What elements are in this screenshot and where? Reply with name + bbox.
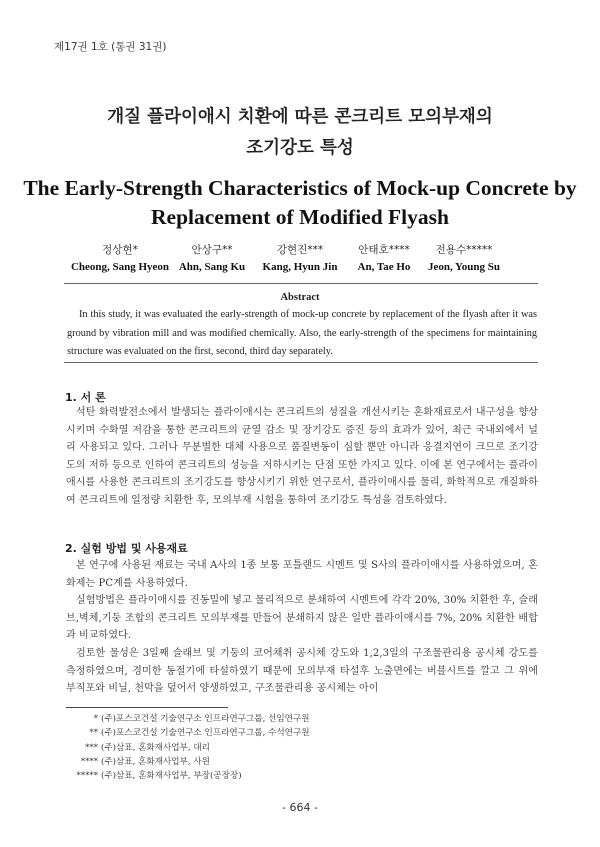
footnote-rule bbox=[66, 707, 228, 708]
methods-paragraph-procedure: 실험방법은 플라이애시를 진동밀에 넣고 물리적으로 분쇄하여 시멘트에 각각 20%, 30% 치환한 후, 슬래브,벽체,기둥 조합의 콘크리트 모의부재를 만들어 분쇄하지 않은 일반 플라이애시를 7%, 20% 치환한 배합과 비교하였다. bbox=[66, 595, 538, 642]
footnote-1: * (주)포스코건설 기술연구소 인프라연구그룹, 선임연구원 bbox=[93, 714, 310, 724]
methods-body bbox=[66, 557, 538, 698]
introduction-body bbox=[66, 404, 538, 510]
author-name-english: Kang, Hyun Jin bbox=[262, 261, 338, 273]
abstract-heading: Abstract bbox=[280, 292, 320, 303]
author-name-english: An, Tae Ho bbox=[357, 261, 411, 273]
footnote-3: *** (주)삼표, 혼화재사업부, 대리 bbox=[85, 742, 210, 753]
author-name-english: Ahn, Sang Ku bbox=[178, 261, 246, 273]
page-number: - 664 - bbox=[282, 801, 318, 814]
title-korean-line-2: 조기강도 특성 bbox=[246, 138, 354, 158]
footnote-2: ** (주)포스코건설 기술연구소 인프라연구그룹, 수석연구원 bbox=[89, 728, 310, 739]
author-name-korean: 안태호**** bbox=[358, 244, 410, 256]
author-name-english: Jeon, Young Su bbox=[427, 261, 501, 273]
author-name-english: Cheong, Sang Hyeon bbox=[70, 261, 170, 273]
section-heading-introduction: 1. 서 론 bbox=[65, 391, 106, 404]
journal-issue-header: 제17권 1호 (통권 31권) bbox=[54, 41, 167, 53]
abstract-text: In this study, it was evaluated the early-strength of mock-up concrete by replacement of the flyash after it was ground by vibration mill and was modified chemically. Also, the early-strength of the specimens for maintaining structure was evaluated on the first, second, third day separately. bbox=[67, 309, 537, 357]
abstract-top-rule bbox=[64, 283, 538, 284]
author-5 bbox=[404, 242, 524, 273]
footnote-4: **** (주)삼표, 혼화재사업부, 사원 bbox=[80, 756, 210, 767]
methods-paragraph-properties: 검토한 물성은 3일째 슬래브 및 기둥의 코어채취 공시체 강도와 1,2,3일의 구조물관리용 공시체 강도를 측정하였으며, 경미한 동절기에 타설하였기 때문에 모의부재 타설후 노출면에는 버블시트를 깔고 그 위에 부직포와 비닐, 천막을 덮어서 양생하였고, 구조물관리용 공시체는 아이 bbox=[66, 647, 538, 695]
introduction-paragraph: 석탄 화력발전소에서 발생되는 플라이애시는 콘크리트의 성질을 개선시키는 혼화재료로서 내구성을 향상시키며 수화열 저감을 통한 콘크리트의 균열 감소 및 장기강도 증진 등의 효과가 있어, 최근 국내외에서 널리 사용되고 있다. 그러나 무분별한 대체 사용으로 품질변동이 심할 뿐만 아니라 응결지연이 크므로 조기강도의 저하 등으로 인하여 콘크리트의 성능을 저하시키는 단점 또한 가지고 있다. 이에 본 연구에서는 플라이애시를 사용한 콘크리트의 조기강도를 향상시키기 위한 연구로서, 플라이애시를 물리, 화학적으로 개질화하여 콘크리트에 일정량 치환한 후, 모의부재 시험을 통하여 조기강도 특성을 검토하였다. bbox=[66, 407, 538, 506]
title-english-line-1: The Early-Strength Characteristics of Mock-up Concrete by bbox=[23, 176, 577, 200]
author-name-korean: 안상구** bbox=[191, 244, 233, 256]
author-name-korean: 전용수***** bbox=[435, 244, 493, 256]
footnote-5: ***** (주)삼표, 혼화재사업부, 부장(공장장) bbox=[76, 771, 242, 782]
author-name-korean: 정상현* bbox=[102, 244, 138, 256]
title-english-line-2: Replacement of Modified Flyash bbox=[151, 205, 449, 229]
footnotes bbox=[68, 712, 310, 783]
author-name-korean: 강현진*** bbox=[276, 244, 324, 256]
methods-paragraph-materials: 본 연구에 사용된 재료는 국내 A사의 1종 보통 포틀랜드 시멘트 및 S사의 플라이애시를 사용하였으며, 혼화제는 PC계를 사용하였다. bbox=[66, 560, 538, 589]
title-korean-line-1: 개질 플라이애시 치환에 따른 콘크리트 모의부재의 bbox=[107, 107, 493, 127]
section-heading-methods: 2. 실험 방법 및 사용재료 bbox=[65, 542, 188, 555]
abstract-bottom-rule bbox=[64, 362, 538, 363]
